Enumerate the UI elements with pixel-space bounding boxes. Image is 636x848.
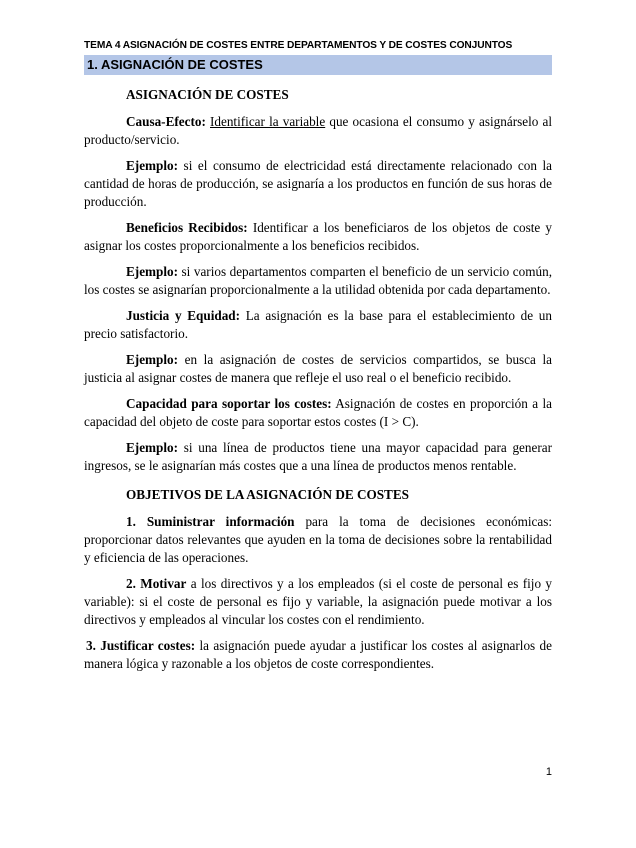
objective-1 [84,513,552,567]
objective-text: la asignación puede ayudar a justificar los costes al asignarlos de manera lógica y razonable a los objetos de coste correspondientes. [84,638,552,671]
paragraph-causa-efecto [84,113,552,149]
paragraph-ejemplo-1 [84,157,552,211]
paragraph-text: Identificar a los beneficiaros de los objetos de coste y asignar los costes proporcionalmente a los beneficios recibidos. [84,220,552,253]
paragraph-text: La asignación es la base para el establecimiento de un precio satisfactorio. [84,308,552,341]
subheading-objetivos: OBJETIVOS DE LA ASIGNACIÓN DE COSTES [126,487,409,502]
term-label: Ejemplo: [126,158,179,173]
page-number: 1 [545,766,552,778]
term-label: Beneficios Recibidos: [126,220,248,235]
underlined-text: Identificar la variable [210,114,326,129]
paragraph-text: en la asignación de costes de servicios compartidos, se busca la justicia al asignar costes de manera que refleje el uso real o el beneficio recibido. [84,352,552,385]
paragraph-ejemplo-3 [84,351,552,387]
objective-label: 3. Justificar costes: [86,638,196,653]
objective-label: 1. Suministrar información [126,514,295,529]
paragraph-text: que ocasiona el consumo y asignárselo al producto/servicio. [84,114,553,147]
subheading-asignacion: ASIGNACIÓN DE COSTES [126,87,289,102]
term-label: Ejemplo: [126,440,179,455]
paragraph-text: si el consumo de electricidad está directamente relacionado con la cantidad de horas de producción, se asignaría a los productos en función de sus horas de producción. [84,158,552,209]
objective-text: para la toma de decisiones económicas: proporcionar datos relevantes que ayuden en la toma de decisiones sobre la rentabilidad y eficiencia de las operaciones. [84,514,553,565]
paragraph-beneficios [84,219,552,255]
objective-text: a los directivos y a los empleados (si el coste de personal es fijo y variable): si el coste de personal es fijo y variable, la asignación puede motivar a los directivos y empleados al vincular los costes con el rendimiento. [84,576,553,627]
paragraph-text: Asignación de costes en proporción a la capacidad del objeto de coste para soportar estos costes (I > C). [84,396,552,429]
section-title: 1. ASIGNACIÓN DE COSTES [84,55,552,75]
objective-label: 2. Motivar [126,576,187,591]
term-label: Ejemplo: [126,264,179,279]
term-label: Causa-Efecto: [126,114,206,129]
paragraph-ejemplo-4 [84,439,552,475]
paragraph-capacidad [84,395,552,431]
paragraph-text: si una línea de productos tiene una mayor capacidad para generar ingresos, se le asignarían más costes que a una línea de productos menos rentable. [84,440,552,473]
objective-2 [84,575,552,629]
paragraph-ejemplo-2 [84,263,552,299]
term-label: Ejemplo: [126,352,179,367]
page-header: TEMA 4 ASIGNACIÓN DE COSTES ENTRE DEPARTAMENTOS Y DE COSTES CONJUNTOS [84,40,513,51]
objective-3 [84,637,552,673]
term-label: Capacidad para soportar los costes: [126,396,332,411]
paragraph-text: si varios departamentos comparten el beneficio de un servicio común, los costes se asignarían proporcionalmente a la utilidad obtenida por cada departamento. [84,264,552,297]
term-label: Justicia y Equidad: [126,308,241,323]
document-page [84,40,552,681]
paragraph-justicia [84,307,552,343]
